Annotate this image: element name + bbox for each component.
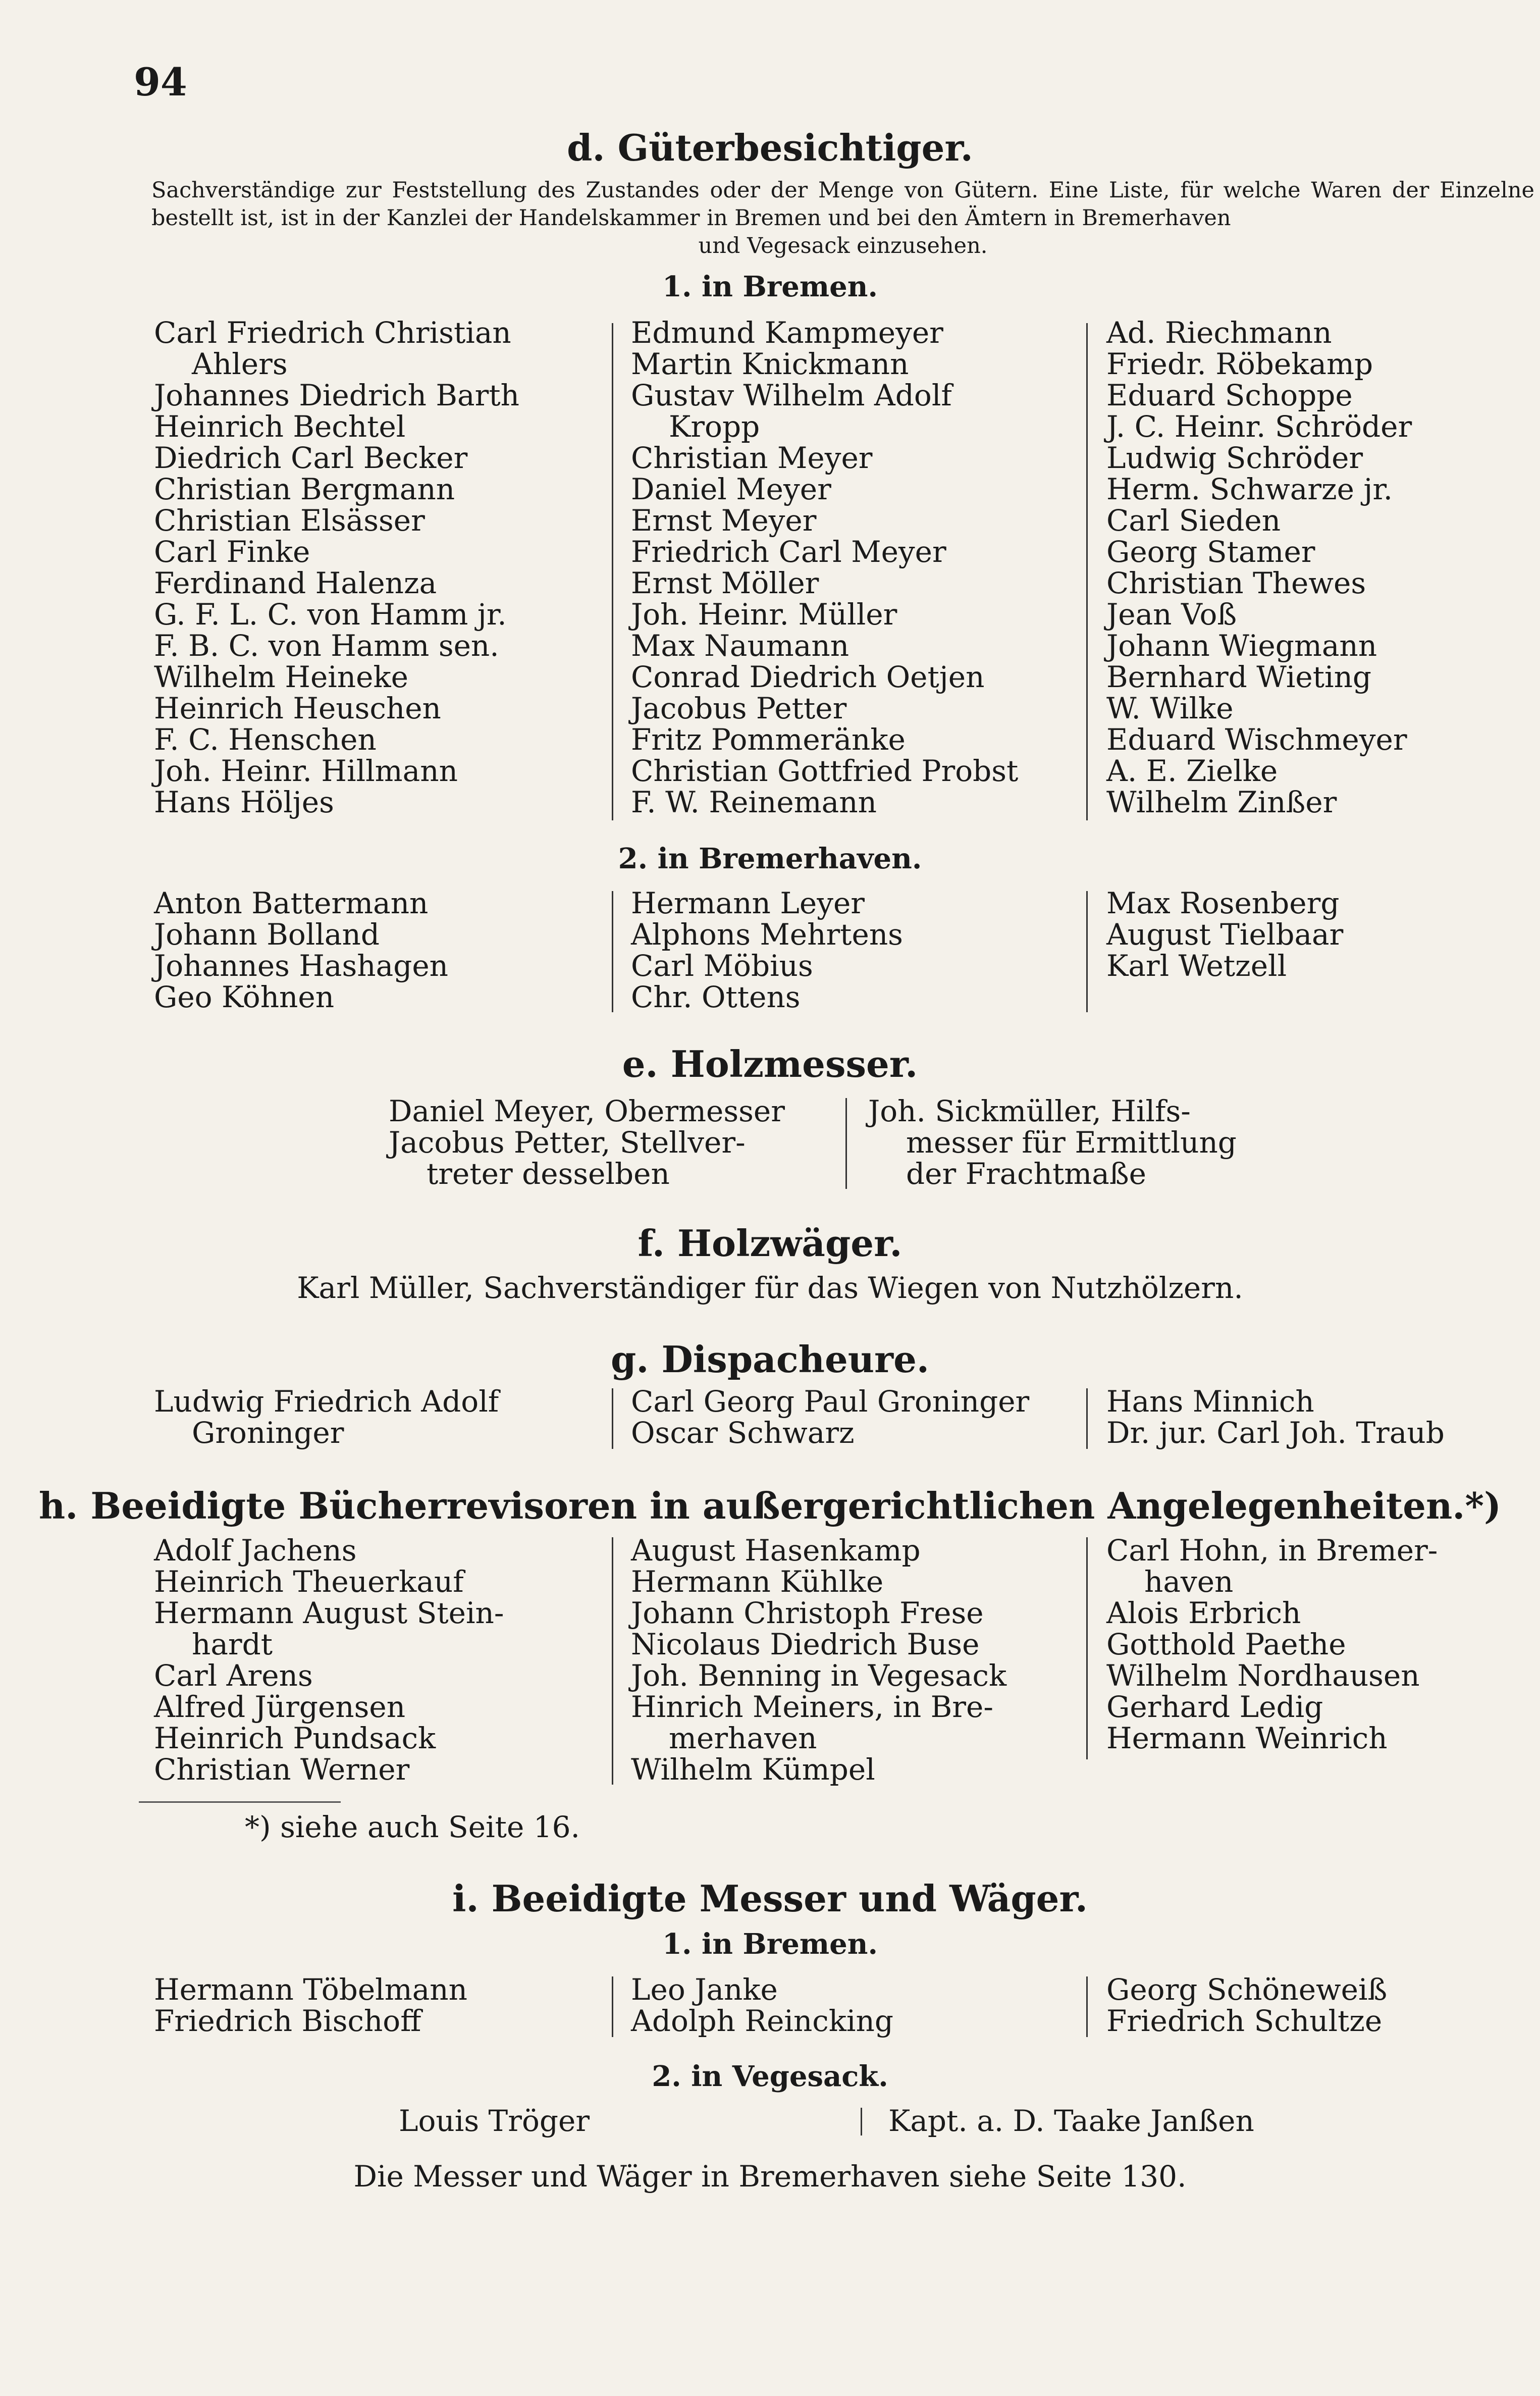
list-item: Christian Werner <box>154 1752 410 1787</box>
i-bremen-heading: 1. in Bremen. <box>662 1928 878 1961</box>
list-item: Wilhelm Zinßer <box>1106 785 1337 819</box>
list-item: Heinrich Heuschen <box>154 691 441 725</box>
list-item: G. F. L. C. von Hamm jr. <box>154 597 507 632</box>
list-item: Hinrich Meiners, in Bre- <box>631 1690 993 1724</box>
list-item: Jacobus Petter, Stellver- <box>389 1125 746 1160</box>
page-number: 94 <box>134 60 187 105</box>
vegesack-right: Kapt. a. D. Taake Janßen <box>888 2104 1254 2138</box>
list-item: Carl Hohn, in Bremer- <box>1106 1533 1438 1568</box>
list-item: Leo Janke <box>631 1972 778 2007</box>
list-item: Carl Friedrich Christian <box>154 316 511 350</box>
list-item: messer für Ermittlung <box>906 1125 1237 1160</box>
list-item: Georg Schöneweiß <box>1106 1972 1388 2007</box>
list-item: Gerhard Ledig <box>1106 1690 1323 1724</box>
list-item: Hermann August Stein- <box>154 1596 504 1630</box>
section-f-title: f. Holzwäger. <box>638 1222 902 1265</box>
footnote: *) siehe auch Seite 16. <box>245 1810 580 1844</box>
list-item: Heinrich Bechtel <box>154 409 406 444</box>
list-item: Anton Battermann <box>154 886 429 920</box>
list-item: Geo Köhnen <box>154 980 335 1014</box>
list-item: Carl Finke <box>154 535 310 569</box>
list-item: hardt <box>192 1627 273 1661</box>
list-item: Ludwig Friedrich Adolf <box>154 1384 499 1419</box>
g-col-1 <box>154 1386 499 1448</box>
d-bremen-col-1 <box>154 317 519 818</box>
list-item: Carl Sieden <box>1106 503 1281 538</box>
i-vegesack-heading: 2. in Vegesack. <box>652 2060 888 2093</box>
list-item: Oscar Schwarz <box>631 1416 855 1450</box>
section-f-text: Karl Müller, Sachverständiger für das Wiegen von Nutzhölzern. <box>297 1271 1243 1305</box>
list-item: A. E. Zielke <box>1106 754 1278 788</box>
list-item: Bernhard Wieting <box>1106 660 1372 694</box>
list-item: J. C. Heinr. Schröder <box>1106 409 1412 444</box>
list-item: Ludwig Schröder <box>1106 441 1363 475</box>
list-item: Max Rosenberg <box>1106 886 1340 920</box>
i-col-2 <box>631 1974 893 2037</box>
list-item: Christian Meyer <box>631 441 873 475</box>
list-item: Martin Knickmann <box>631 347 909 381</box>
list-item: Johann Christoph Frese <box>631 1596 984 1630</box>
list-item: Joh. Heinr. Hillmann <box>154 754 458 788</box>
column-divider <box>612 1537 613 1785</box>
column-divider <box>1086 891 1088 1012</box>
list-item: Alfred Jürgensen <box>154 1690 406 1724</box>
section-d-intro <box>151 177 1534 260</box>
column-divider <box>1086 1388 1088 1449</box>
list-item: Hermann Weinrich <box>1106 1721 1388 1755</box>
list-item: Christian Elsässer <box>154 503 425 538</box>
intro-line-2: und Vegesack einzusehen. <box>698 233 988 258</box>
list-item: Carl Arens <box>154 1658 313 1693</box>
d-bremerhaven-heading: 2. in Bremerhaven. <box>618 842 922 875</box>
list-item: Karl Wetzell <box>1106 949 1287 983</box>
list-item: Carl Möbius <box>631 949 813 983</box>
h-col-2 <box>631 1535 1006 1785</box>
i-col-3 <box>1106 1974 1387 2037</box>
d-bremen-col-3 <box>1106 317 1412 818</box>
intro-line-1: Sachverständige zur Feststellung des Zustandes oder der Menge von Gütern. Eine Liste, für welche Waren der Einzelne bestellt ist, ist in der Kanzlei der Handelskammer in Bremen und bei den Ämtern in Bremerhaven <box>151 178 1534 231</box>
list-item: Jacobus Petter <box>631 691 847 725</box>
list-item: Hermann Kühlke <box>631 1565 884 1599</box>
list-item: August Hasenkamp <box>631 1533 921 1568</box>
list-item: Dr. jur. Carl Joh. Traub <box>1106 1416 1445 1450</box>
list-item: Joh. Heinr. Müller <box>631 597 897 632</box>
list-item: Friedrich Carl Meyer <box>631 535 946 569</box>
list-item: Joh. Benning in Vegesack <box>631 1658 1007 1693</box>
list-item: Johann Bolland <box>154 917 380 952</box>
list-item: Christian Gottfried Probst <box>631 754 1019 788</box>
column-divider <box>612 1388 613 1449</box>
list-item: Max Naumann <box>631 629 849 663</box>
column-divider <box>612 323 613 820</box>
vegesack-left: Louis Tröger <box>399 2104 590 2138</box>
footnote-rule <box>139 1801 341 1803</box>
list-item: Groninger <box>192 1416 344 1450</box>
list-item: Johann Wiegmann <box>1106 629 1377 663</box>
list-item: Alphons Mehrtens <box>631 917 903 952</box>
list-item: Daniel Meyer <box>631 472 831 506</box>
h-col-1 <box>154 1535 504 1785</box>
column-divider <box>1086 1537 1088 1759</box>
list-item: Hans Minnich <box>1106 1384 1314 1419</box>
list-item: Johannes Hashagen <box>154 949 449 983</box>
g-col-3 <box>1106 1386 1445 1448</box>
list-item: Christian Bergmann <box>154 472 455 506</box>
list-item: Ad. Riechmann <box>1106 316 1332 350</box>
e-col-left <box>389 1096 785 1189</box>
list-item: Chr. Ottens <box>631 980 801 1014</box>
list-item: Wilhelm Heineke <box>154 660 408 694</box>
column-divider <box>861 2108 862 2135</box>
list-item: Joh. Sickmüller, Hilfs- <box>868 1094 1191 1128</box>
column-divider <box>1086 1976 1088 2037</box>
list-item: Heinrich Theuerkauf <box>154 1565 464 1599</box>
list-item: August Tielbaar <box>1106 917 1344 952</box>
list-item: merhaven <box>669 1721 817 1755</box>
list-item: Ahlers <box>192 347 288 381</box>
list-item: Wilhelm Kümpel <box>631 1752 875 1787</box>
list-item: Kropp <box>669 409 760 444</box>
list-item: Daniel Meyer, Obermesser <box>389 1094 785 1128</box>
list-item: Diedrich Carl Becker <box>154 441 468 475</box>
list-item: Gotthold Paethe <box>1106 1627 1346 1661</box>
list-item: Hans Höljes <box>154 785 334 819</box>
list-item: Adolph Reincking <box>631 2004 893 2038</box>
column-divider <box>845 1098 847 1189</box>
section-e-title: e. Holzmesser. <box>622 1043 918 1085</box>
list-item: Wilhelm Nordhausen <box>1106 1658 1420 1693</box>
list-item: Christian Thewes <box>1106 566 1366 600</box>
d-bremen-heading: 1. in Bremen. <box>662 270 878 303</box>
list-item: Eduard Wischmeyer <box>1106 722 1407 757</box>
list-item: Georg Stamer <box>1106 535 1315 569</box>
list-item: F. B. C. von Hamm sen. <box>154 629 499 663</box>
d-bremen-col-2 <box>631 317 1018 818</box>
list-item: Nicolaus Diedrich Buse <box>631 1627 980 1661</box>
list-item: Ernst Möller <box>631 566 819 600</box>
section-g-title: g. Dispacheure. <box>611 1338 929 1381</box>
list-item: treter desselben <box>427 1157 670 1191</box>
list-item: Heinrich Pundsack <box>154 1721 436 1755</box>
list-item: Gustav Wilhelm Adolf <box>631 378 952 412</box>
i-col-1 <box>154 1974 467 2037</box>
list-item: Friedr. Röbekamp <box>1106 347 1373 381</box>
list-item: Jean Voß <box>1106 597 1237 632</box>
list-item: Fritz Pommeränke <box>631 722 906 757</box>
e-col-right <box>868 1096 1237 1189</box>
closing-note: Die Messer und Wäger in Bremerhaven siehe Seite 130. <box>353 2159 1187 2194</box>
list-item: W. Wilke <box>1106 691 1234 725</box>
list-item: Herm. Schwarze jr. <box>1106 472 1393 506</box>
list-item: Eduard Schoppe <box>1106 378 1353 412</box>
list-item: Friedrich Bischoff <box>154 2004 421 2038</box>
list-item: Edmund Kampmeyer <box>631 316 943 350</box>
list-item: der Frachtmaße <box>906 1157 1146 1191</box>
d-bhv-col-3 <box>1106 888 1343 981</box>
list-item: haven <box>1144 1565 1234 1599</box>
list-item: Ernst Meyer <box>631 503 817 538</box>
section-d-title: d. Güterbesichtiger. <box>567 126 973 169</box>
g-col-2 <box>631 1386 1029 1448</box>
list-item: Friedrich Schultze <box>1106 2004 1383 2038</box>
list-item: Ferdinand Halenza <box>154 566 437 600</box>
list-item: Alois Erbrich <box>1106 1596 1301 1630</box>
d-bhv-col-1 <box>154 888 448 1013</box>
d-bhv-col-2 <box>631 888 903 1013</box>
list-item: Carl Georg Paul Groninger <box>631 1384 1030 1419</box>
list-item: Conrad Diedrich Oetjen <box>631 660 985 694</box>
h-col-3 <box>1106 1535 1438 1754</box>
section-i-title: i. Beeidigte Messer und Wäger. <box>452 1877 1088 1920</box>
list-item: Hermann Leyer <box>631 886 865 920</box>
column-divider <box>612 1976 613 2037</box>
column-divider <box>612 891 613 1012</box>
section-h-title: h. Beeidigte Bücherrevisoren in außergerichtlichen Angelegenheiten.*) <box>38 1484 1502 1527</box>
list-item: F. W. Reinemann <box>631 785 877 819</box>
column-divider <box>1086 323 1088 820</box>
list-item: F. C. Henschen <box>154 722 377 757</box>
list-item: Johannes Diedrich Barth <box>154 378 519 412</box>
list-item: Hermann Töbelmann <box>154 1972 468 2007</box>
list-item: Adolf Jachens <box>154 1533 357 1568</box>
